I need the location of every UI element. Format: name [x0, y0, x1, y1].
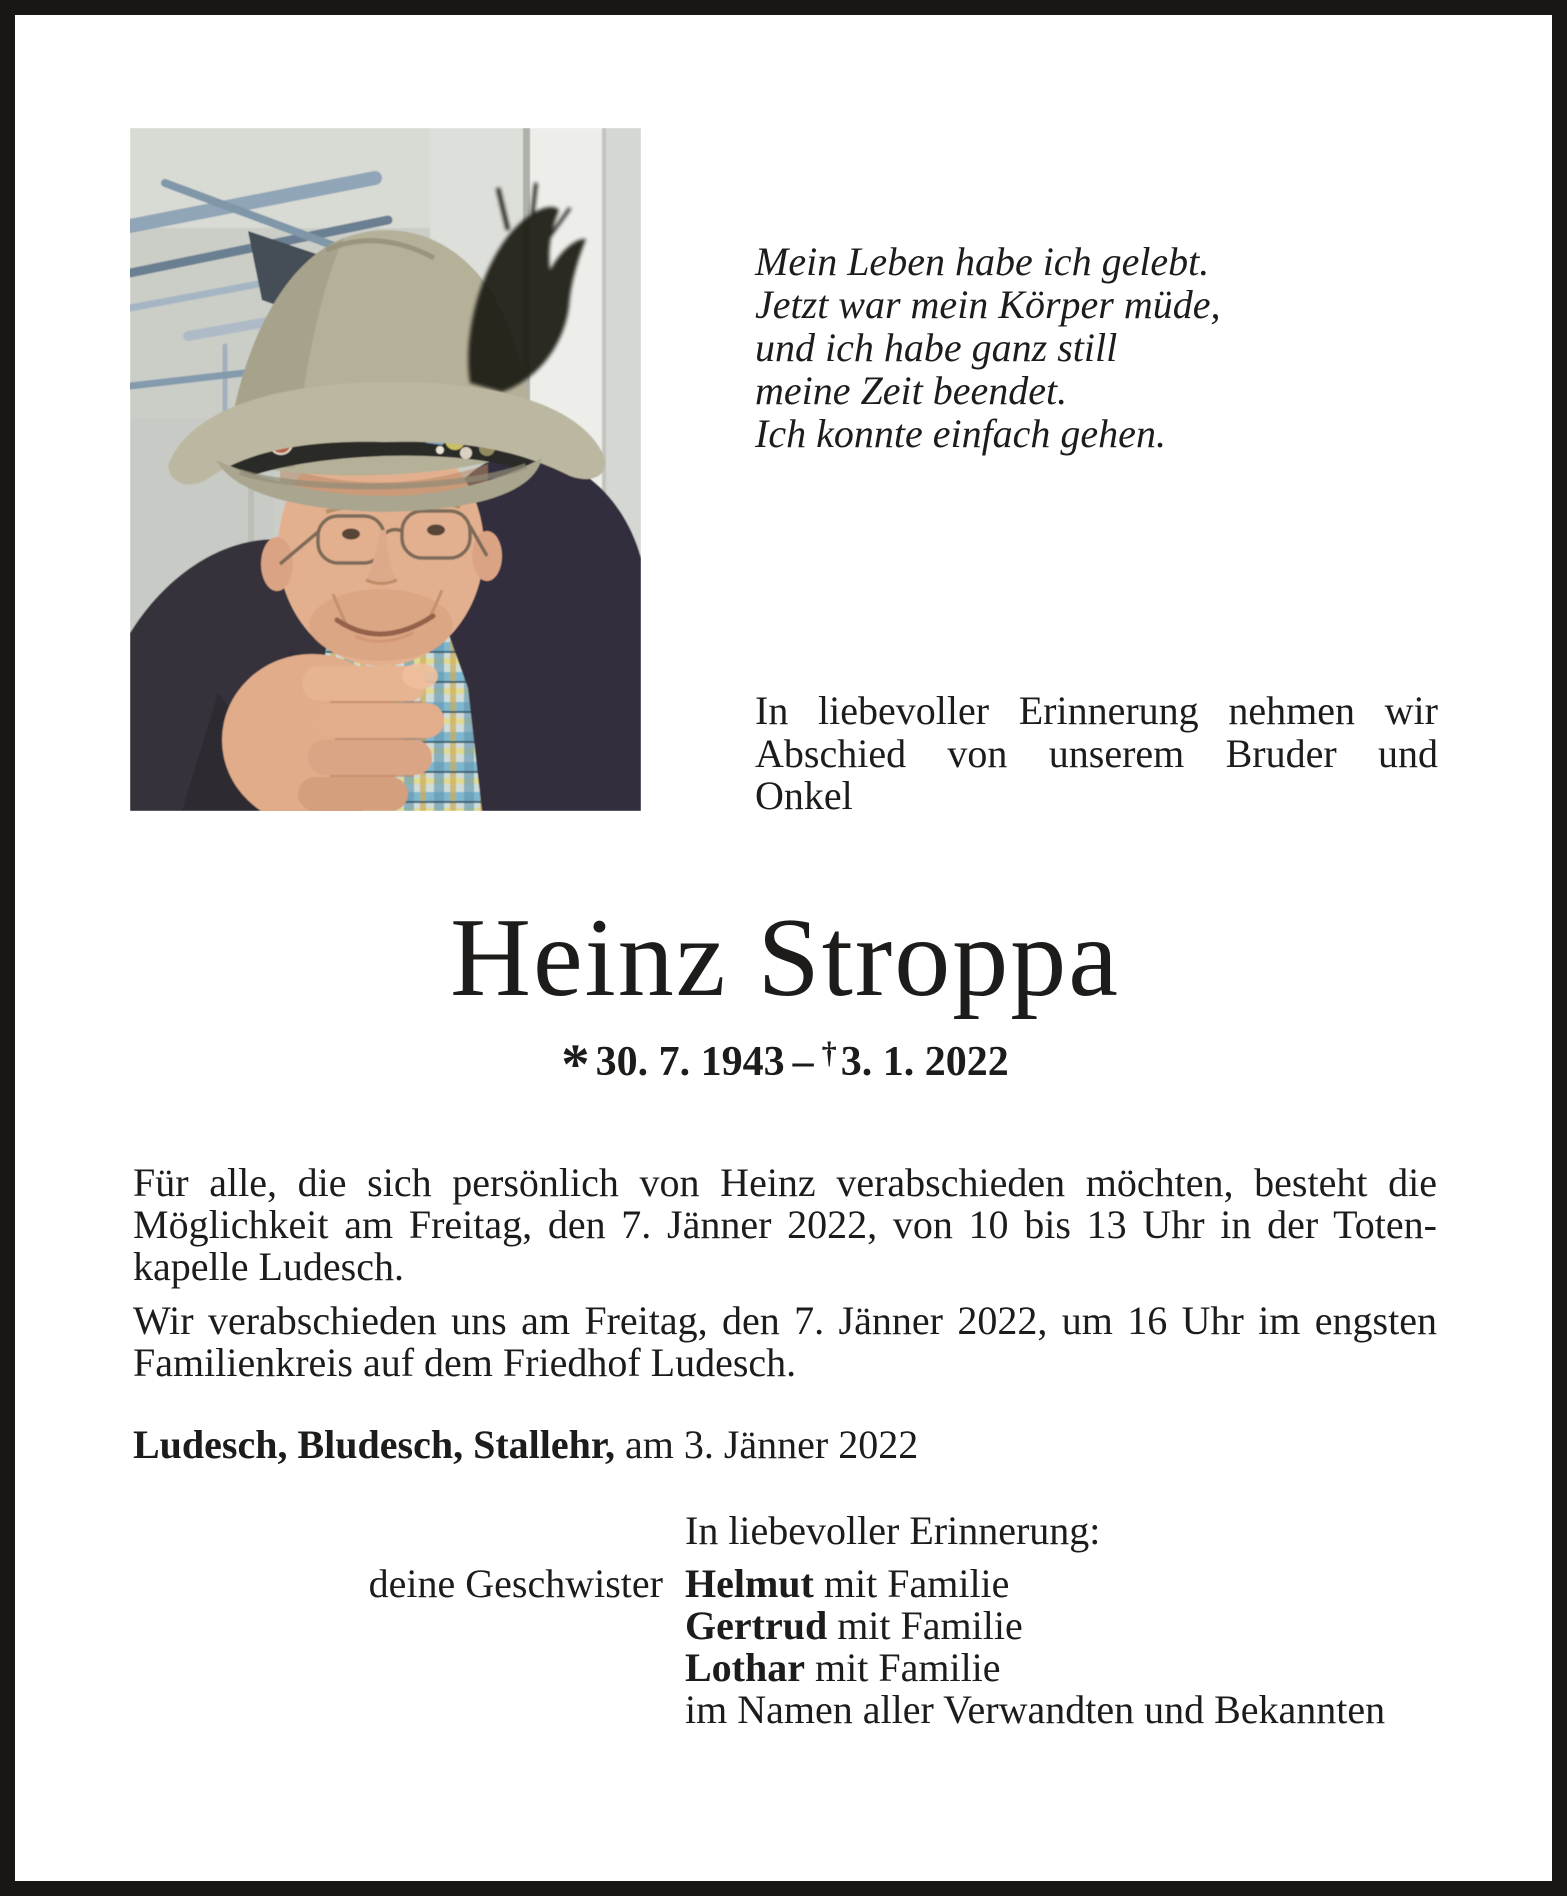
memoriam-closing: im Namen aller Verwandten und Bekannten	[685, 1687, 1386, 1732]
poem-block	[755, 240, 1455, 455]
intro-block	[755, 690, 1438, 818]
entry-name: Gertrud	[685, 1603, 828, 1648]
paragraph-line: Wir verabschieden uns am Freitag, den 7. Jänner 2022, um 16 Uhr im engsten	[133, 1298, 1437, 1343]
memoriam-entry	[685, 1563, 1385, 1605]
birth-date: 30. 7. 1943	[595, 1039, 785, 1086]
birth-star-icon: *	[561, 1033, 590, 1097]
memoriam-entry	[685, 1605, 1385, 1647]
dateline-places: Ludesch, Bludesch, Stallehr,	[133, 1422, 615, 1467]
dateline	[133, 1423, 918, 1467]
death-dagger-icon: †	[821, 1036, 837, 1070]
poem-line: und ich habe ganz still	[755, 325, 1118, 370]
paragraph-line: kapelle Ludesch.	[133, 1244, 404, 1289]
poem-line: Mein Leben habe ich gelebt.	[755, 239, 1210, 284]
intro-line: Onkel	[755, 773, 853, 818]
poem-line: Ich konnte einfach gehen.	[755, 411, 1166, 456]
death-date: 3. 1. 2022	[840, 1039, 1009, 1086]
memoriam-entry	[685, 1647, 1385, 1689]
entry-name: Helmut	[685, 1561, 814, 1606]
deceased-name: Heinz Stroppa	[450, 896, 1120, 1020]
entry-suffix: mit Familie	[805, 1645, 1001, 1690]
poem-line: Jetzt war mein Körper müde,	[755, 282, 1221, 327]
life-dates	[133, 1030, 1437, 1097]
farewell-paragraph-viewing	[133, 1162, 1437, 1288]
dateline-date: am 3. Jänner 2022	[614, 1422, 919, 1467]
dates-separator: –	[792, 1039, 814, 1086]
portrait-photo	[130, 128, 641, 811]
poem-line: meine Zeit beendet.	[755, 368, 1068, 413]
entry-suffix: mit Familie	[827, 1603, 1023, 1648]
paragraph-line: Familienkreis auf dem Friedhof Ludesch.	[133, 1340, 797, 1385]
entry-suffix: mit Familie	[813, 1561, 1010, 1606]
paragraph-line: Für alle, die sich persönlich von Heinz verabschieden möchten, besteht die	[133, 1160, 1437, 1205]
entry-name: Lothar	[685, 1645, 805, 1690]
intro-line: In liebevoller Erinnerung nehmen wir	[755, 688, 1438, 733]
memoriam-block	[133, 1510, 1437, 1731]
relationship-label: deine Geschwister	[368, 1561, 663, 1606]
farewell-paragraph-funeral	[133, 1300, 1437, 1384]
memoriam-heading: In liebevoller Erinnerung:	[685, 1508, 1101, 1553]
paragraph-line: Möglichkeit am Freitag, den 7. Jänner 2022, von 10 bis 13 Uhr in der Toten-	[133, 1202, 1437, 1247]
intro-line: Abschied von unserem Bruder und	[755, 730, 1438, 776]
